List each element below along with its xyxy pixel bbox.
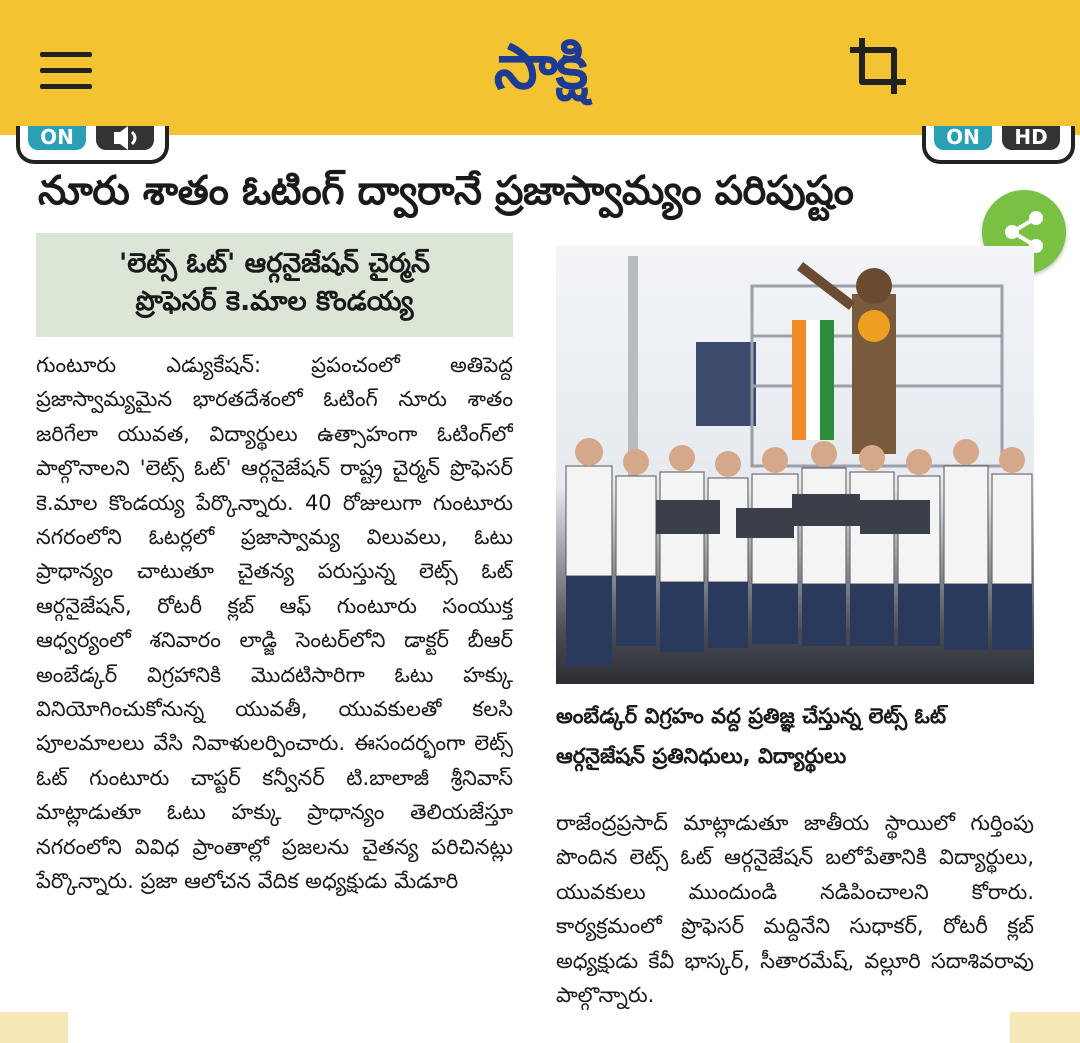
hd-label: HD: [1002, 126, 1060, 150]
on-label: ON: [28, 126, 86, 150]
caption-line: అంబేడ్కర్ విగ్రహం వద్ద ప్రతిజ్ఞ చేస్తున్న లెట్స్ ఓట్: [556, 704, 947, 728]
page-corner-decoration: [0, 1012, 68, 1043]
audio-on-badge: [16, 126, 169, 164]
sakshi-logo[interactable]: సాక్షి: [493, 30, 587, 103]
article-paragraph: గుంటూరు ఎడ్యుకేషన్: ప్రపంచంలో అతిపెద్ద ప్రజాస్వామ్యమైన భారతదేశంలో ఓటింగ్ నూరు శాతం జరిగేలా యువత, విద్యార్థులు ఉత్సాహంగా ఓటింగ్‌లో పాల్గొనాలని 'లెట్స్ ఓట్' ఆర్గనైజేషన్ రాష్ట్ర చైర్మన్ ప్రొఫెసర్ కె.మాల కొండయ్య పేర్కొన్నారు. 40 రోజులుగా గుంటూరు నగరంలోని ఓటర్లలో ప్రజాస్వామ్య విలువలు, ఓటు ప్రాధాన్యం చాటుతూ చైతన్య పరుస్తున్న లెట్స్ ఓట్ ఆర్గనైజేషన్, రోటరీ క్లబ్ ఆఫ్ గుంటూరు సంయుక్త ఆధ్వర్యంలో శనివారం లాడ్జి సెంటర్‌లోని డాక్టర్ బీఆర్ అంబేడ్కర్ విగ్రహానికి మొదటిసారిగా ఓటు హక్కు వినియోగించుకోనున్న యువతీ, యువకులతో కలసి పూలమాలలు వేసి నివాళులర్పించారు. ఈసందర్భంగా లెట్స్ ఓట్ గుంటూరు చాప్టర్ కన్వీనర్ టి.బాలాజీ శ్రీనివాస్ మాట్లాడుతూ ఓటు హక్కు ప్రాధాన్యం తెలియజేస్తూ నగరంలోని వివిధ ప్రాంతాల్లో ప్రజలను చైతన్య పరిచినట్లు పేర్కొన్నారు. ప్రజా ఆలోచన వేదిక అధ్యక్షుడు మేడూరి: [36, 353, 513, 894]
article-subheading: [36, 233, 513, 337]
news-photo-image[interactable]: [556, 246, 1034, 684]
page-corner-decoration: [1010, 1012, 1080, 1043]
hamburger-menu-icon[interactable]: [40, 52, 92, 92]
crop-icon[interactable]: [846, 34, 910, 98]
article-body-right-column: [556, 806, 1034, 1038]
app-header: [0, 0, 1080, 135]
subhead-line: 'లెట్స్ ఓట్' ఆర్గనైజేషన్ చైర్మన్: [118, 248, 430, 279]
article-paragraph: రాజేంద్రప్రసాద్ మాట్లాడుతూ జాతీయ స్థాయిలో గుర్తింపు పొందిన లెట్స్ ఓట్ ఆర్గనైజేషన్ బలోపేతానికి విద్యార్థులు, యువకులు ముందుండి నడిపించాలని కోరారు. కార్యక్రమంలో ప్రొఫెసర్ మద్దినేని సుధాకర్, రోటరీ క్లబ్ అధ్యక్షుడు కేవీ భాస్కర్, సీతారమేష్, వల్లూరి సదాశివరావు పాల్గొన్నారు.: [556, 811, 1034, 1008]
article-body-left-column: [36, 348, 513, 1038]
photo-caption: [556, 696, 1042, 776]
article-headline: నూరు శాతం ఓటింగ్ ద్వారానే ప్రజాస్వామ్యం పరిపుష్టం: [38, 168, 854, 214]
hd-on-badge: [922, 126, 1075, 164]
caption-line: ఆర్గనైజేషన్ ప్రతినిధులు, విద్యార్థులు: [556, 744, 847, 768]
on-label: ON: [934, 126, 992, 150]
subhead-line: ప్రొఫెసర్ కె.మాల కొండయ్య: [135, 286, 414, 317]
speaker-icon: [96, 126, 154, 150]
